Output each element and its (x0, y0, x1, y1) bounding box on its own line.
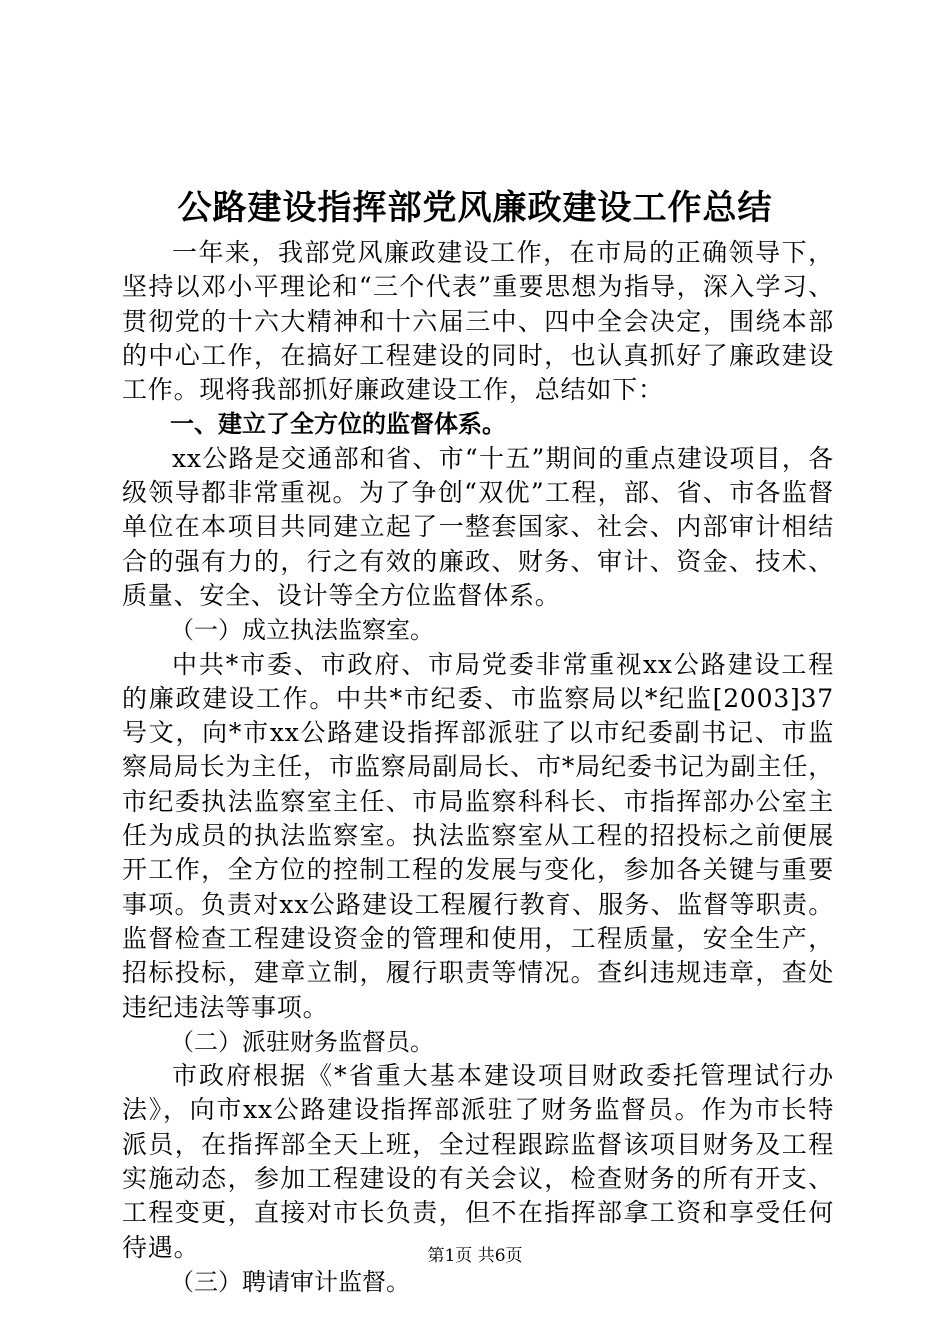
sub2-heading: （二）派驻财务监督员。 (170, 1027, 434, 1056)
section1-paragraph: xx公路是交通部和省、市“十五”期间的重点建设项目，各级领导都非常重视。为了争创“双优”工程，部、省、市各监督单位在本项目共同建立起了一整套国家、社会、内部审计相结合的强有力的，行之有效的廉政、财务、审计、资金、技术、质量、安全、设计等全方位监督体系。 (122, 443, 834, 610)
document-title: 公路建设指挥部党风廉政建设工作总结 (177, 188, 773, 228)
intro-paragraph: 一年来，我部党风廉政建设工作，在市局的正确领导下，坚持以邓小平理论和“三个代表”重要思想为指导，深入学习、贯彻党的十六大精神和十六届三中、四中全会决定，围绕本部的中心工作，在搞好工程建设的同时，也认真抓好了廉政建设工作。现将我部抓好廉政建设工作，总结如下： (122, 238, 834, 405)
sub2-paragraph: 市政府根据《*省重大基本建设项目财政委托管理试行办法》，向市xx公路建设指挥部派驻了财务监督员。作为市长特派员，在指挥部全天上班，全过程跟踪监督该项目财务及工程实施动态，参加工程建设的有关会议，检查财务的所有开支、工程变更，直接对市长负责，但不在指挥部拿工资和享受任何待遇。 (122, 1061, 834, 1262)
section1-heading: 一、建立了全方位的监督体系。 (170, 410, 506, 439)
sub1-paragraph: 中共*市委、市政府、市局党委非常重视xx公路建设工程的廉政建设工作。中共*市纪委、市监察局以*纪监[2003]37号文，向*市xx公路建设指挥部派驻了以市纪委副书记、市监察局局长为主任，市监察局副局长、市*局纪委书记为副主任，市纪委执法监察室主任、市局监察科科长、市指挥部办公室主任为成员的执法监察室。执法监察室从工程的招投标之前便展开工作，全方位的控制工程的发展与变化，参加各关键与重要事项。负责对xx公路建设工程履行教育、服务、监督等职责。监督检查工程建设资金的管理和使用，工程质量，安全生产，招标投标，建章立制，履行职责等情况。查纠违规违章，查处违纪违法等事项。 (122, 649, 834, 1022)
sub1-heading: （一）成立执法监察室。 (170, 616, 434, 645)
sub3-heading: （三）聘请审计监督。 (170, 1267, 410, 1296)
page-footer: 第1页 共6页 (427, 1246, 523, 1266)
document-body (122, 236, 834, 1299)
